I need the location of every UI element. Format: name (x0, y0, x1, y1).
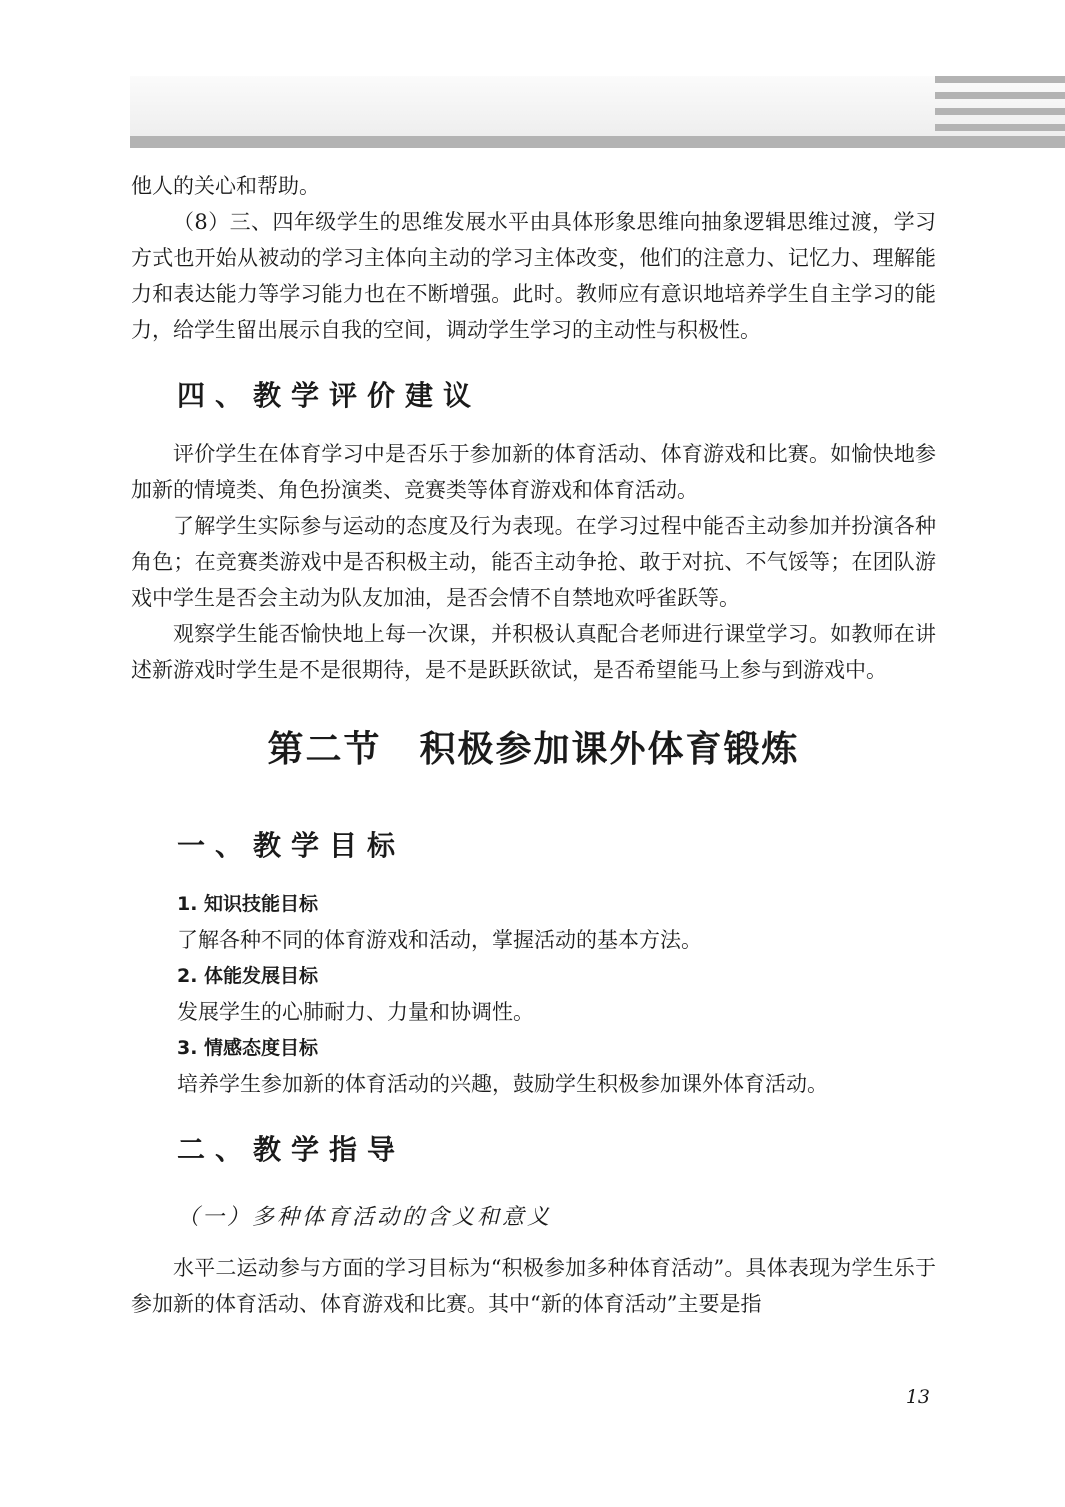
objective-text: 发展学生的心肺耐力、力量和协调性。 (177, 1000, 534, 1024)
paragraph: 了解学生实际参与运动的态度及行为表现。在学习过程中能否主动参加并扮演各种角色；在竞赛类游戏中是否积极主动，能否主动争抢、敢于对抗、不气馁等；在团队游戏中学生是否会主动为队友加油，是否会情不自禁地欢呼雀跃等。 (131, 514, 936, 610)
chapter-title: 第二节 积极参加课外体育锻炼 (267, 728, 800, 770)
objective-title: 3. 情感态度目标 (177, 1037, 319, 1059)
header-band (130, 76, 1065, 136)
paragraph: 他人的关心和帮助。 (131, 174, 320, 198)
objective-text: 了解各种不同的体育游戏和活动，掌握活动的基本方法。 (177, 928, 702, 952)
page-content (131, 168, 936, 1322)
objective-title: 2. 体能发展目标 (177, 965, 319, 987)
header-rule (130, 136, 1065, 148)
objective-title: 1. 知识技能目标 (177, 893, 319, 915)
subsection-heading: （一）多种体育活动的含义和意义 (177, 1205, 553, 1230)
section-heading-evaluation: 四、教学评价建议 (177, 379, 482, 412)
paragraph: （8）三、四年级学生的思维发展水平由具体形象思维向抽象逻辑思维过渡，学习方式也开始从被动的学习主体向主动的学习主体改变，他们的注意力、记忆力、理解能力和表达能力等学习能力也在不断增强。此时。教师应有意识地培养学生自主学习的能力，给学生留出展示自我的空间，调动学生学习的主动性与积极性。 (131, 210, 936, 342)
section-heading-objectives: 一、教学目标 (177, 829, 406, 862)
section-heading-guidance: 二、教学指导 (177, 1133, 406, 1166)
header-decoration-stripes (935, 76, 1065, 132)
page-number: 13 (905, 1386, 930, 1408)
objective-text: 培养学生参加新的体育活动的兴趣，鼓励学生积极参加课外体育活动。 (177, 1072, 828, 1096)
paragraph: 观察学生能否愉快地上每一次课，并积极认真配合老师进行课堂学习。如教师在讲述新游戏时学生是不是很期待，是不是跃跃欲试，是否希望能马上参与到游戏中。 (131, 622, 936, 682)
paragraph: 评价学生在体育学习中是否乐于参加新的体育活动、体育游戏和比赛。如愉快地参加新的情境类、角色扮演类、竞赛类等体育游戏和体育活动。 (131, 442, 936, 502)
paragraph: 水平二运动参与方面的学习目标为“积极参加多种体育活动”。具体表现为学生乐于参加新的体育活动、体育游戏和比赛。其中“新的体育活动”主要是指 (131, 1256, 936, 1316)
